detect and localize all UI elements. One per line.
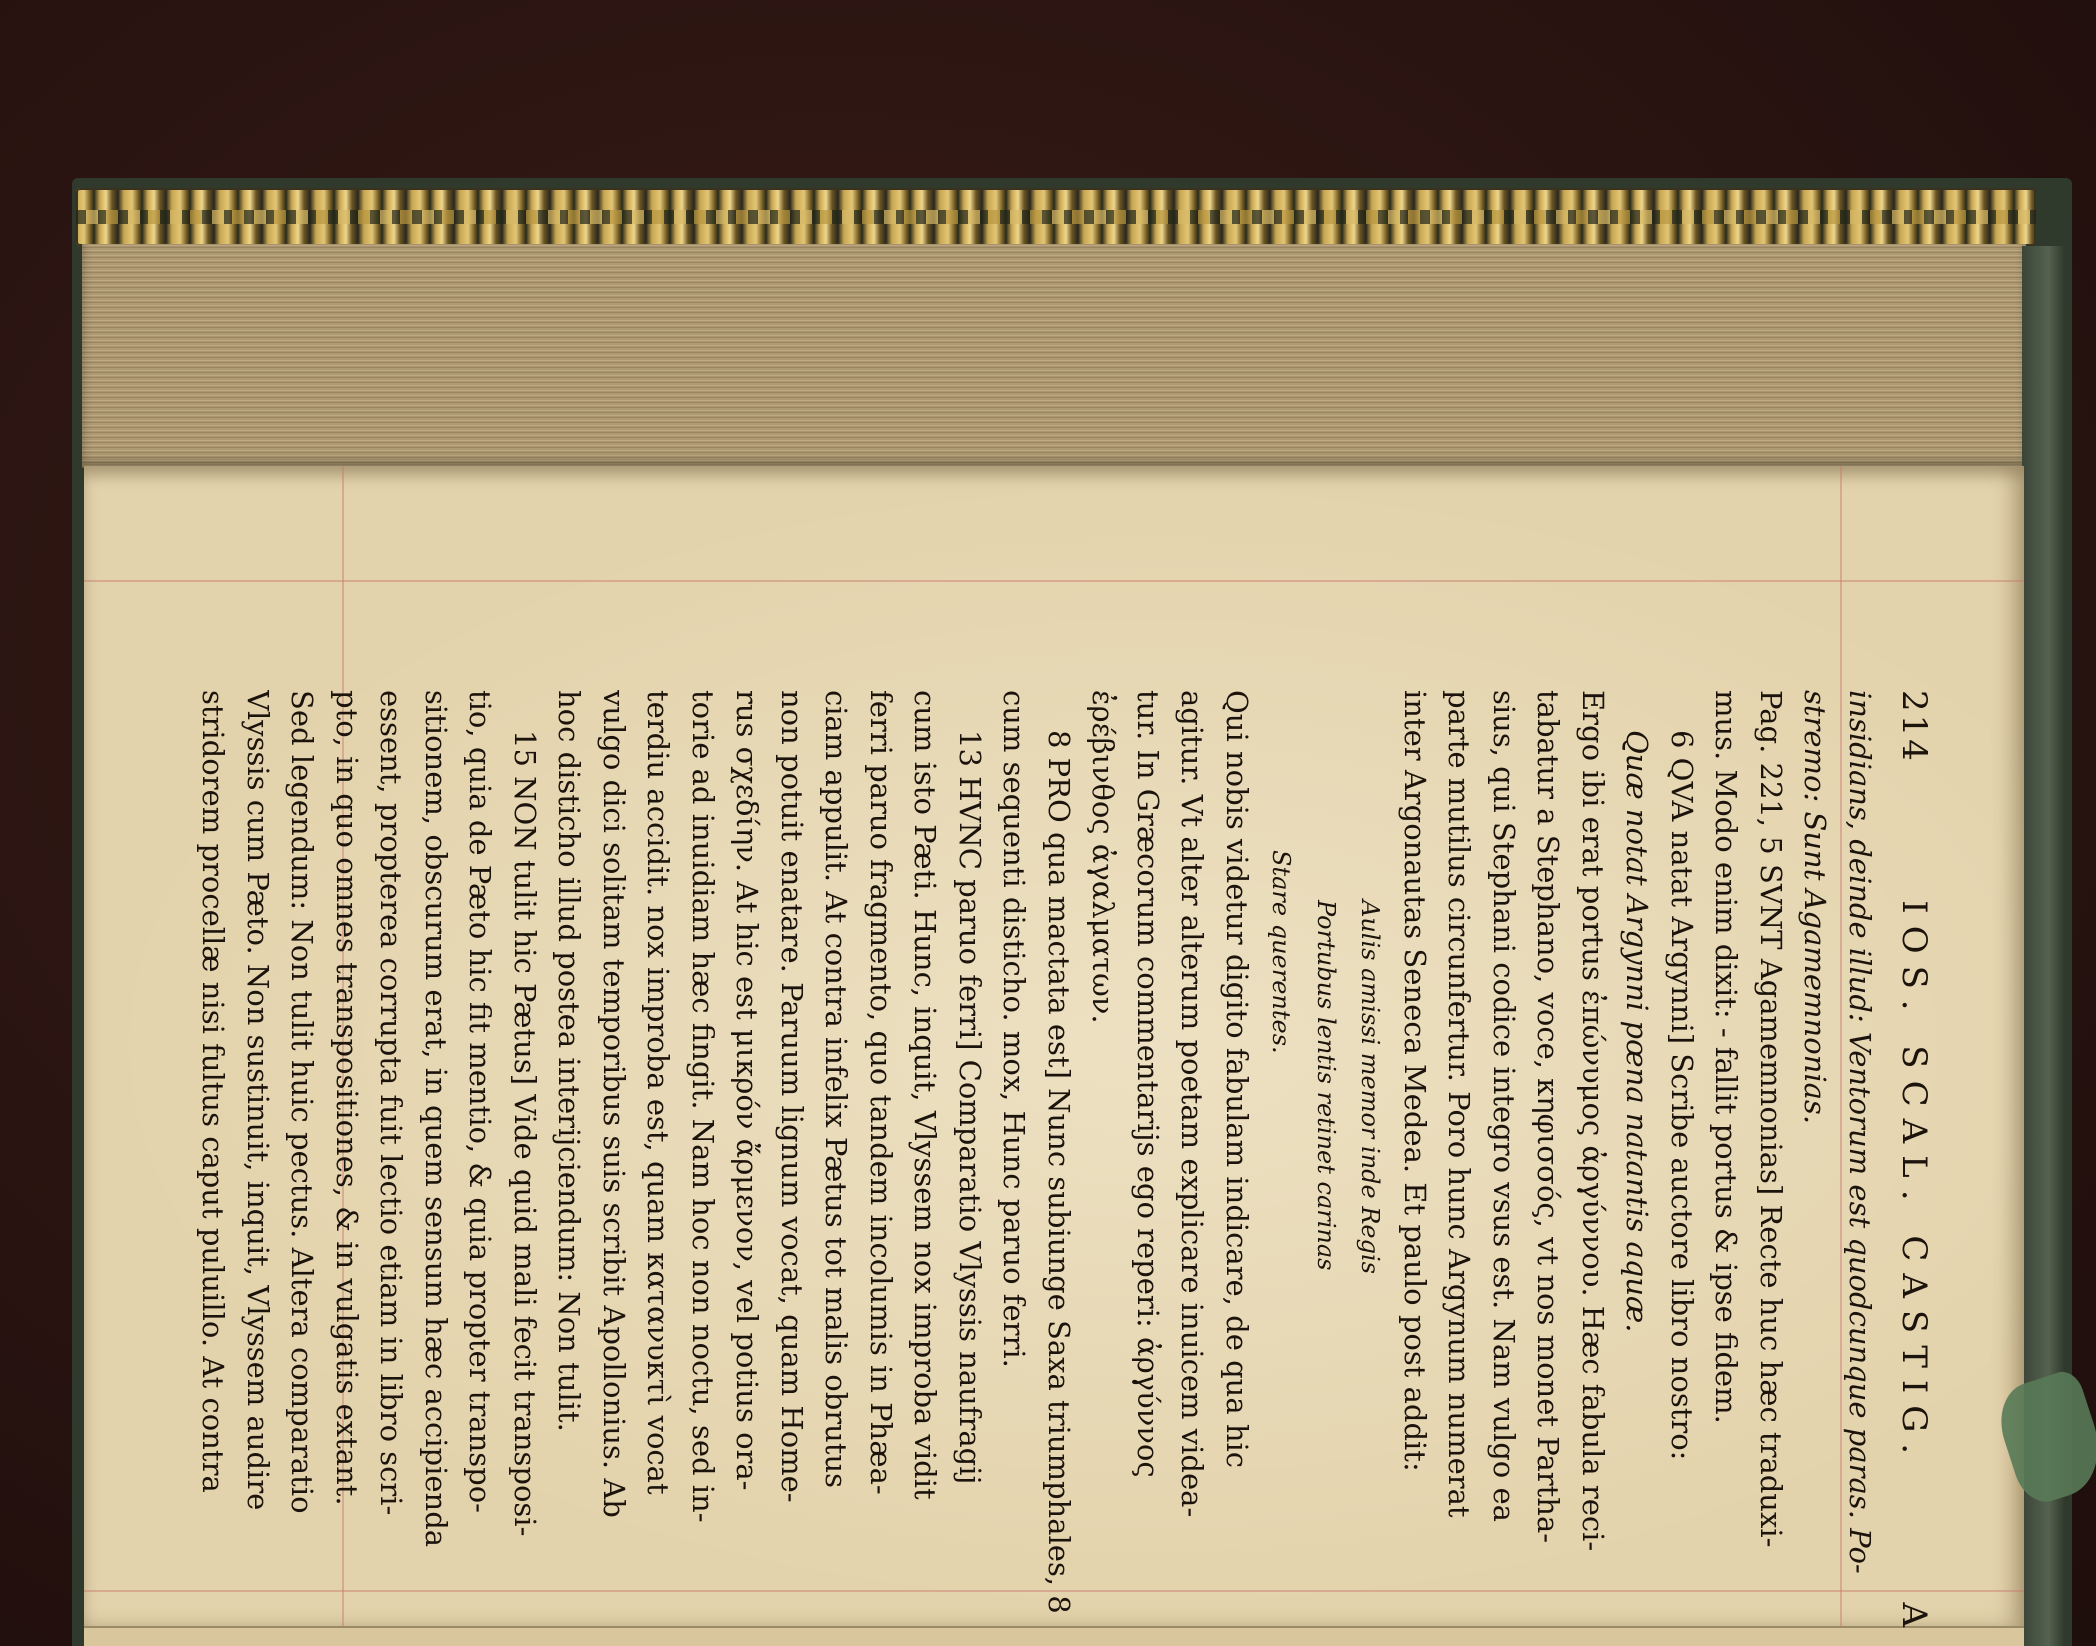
text-line: terdiu accidit. nox improba est, quam κατανυκτὶ vocat bbox=[641, 690, 676, 1495]
page-number: 214 bbox=[1894, 690, 1934, 764]
text-line: insidians, deinde illud: Ventorum est quodcunque paras. Po- bbox=[1843, 690, 1877, 1574]
text-line: agitur. Vt alter alterum poetam explicare inuicem videa- bbox=[1175, 690, 1210, 1518]
margin-rule-top bbox=[84, 580, 2024, 582]
signature-mark: A bbox=[1894, 1602, 1934, 1630]
text-line: tur. In Græcorum commentarijs ego reperi: ἀργύννος bbox=[1131, 690, 1165, 1478]
text-line: stremo: Sunt Agamemnonias. bbox=[1798, 690, 1833, 1125]
text-line: Vlyssis cum Pæto. Non sustinuit, inquit, Vlyssem audire bbox=[241, 690, 275, 1511]
text-line: sitionem, obscurum erat, in quem sensum hæc accipienda bbox=[419, 690, 453, 1548]
text-line: ferri paruo fragmento, quo tandem incolumis in Phæa- bbox=[864, 690, 898, 1495]
text-line: sius, qui Stephani codice integro vsus est. Nam vulgo ea bbox=[1487, 690, 1521, 1522]
text-line: 8 PRO qua mactata est] Nunc subiunge Saxa triumphales, 8 bbox=[1042, 730, 1076, 1614]
text-line: ciam appulit. At contra infelix Pætus tot malis obrutus bbox=[819, 690, 854, 1489]
text-line: hoc disticho illud postea interijciendum: Non tulit. bbox=[552, 690, 587, 1432]
text-line: Quæ notat Argynni pœna natantis aquæ. bbox=[1620, 730, 1655, 1333]
text-line: 15 NON tulit hic Pætus] Vide quid mali fecit transposi- bbox=[508, 730, 542, 1537]
text-line: Stare querentes. bbox=[1267, 850, 1296, 1054]
text-line: Qui nobis videtur digito fabulam indicare, de qua hic bbox=[1220, 690, 1254, 1469]
page-edges bbox=[82, 244, 2026, 468]
text-line: tio, quia de Pæto hic fit mentio, & quia propter transpo- bbox=[463, 690, 498, 1513]
text-line: vulgo dici solitam temporibus suis scribit Apollonius. Ab bbox=[597, 690, 631, 1518]
text-line: non potuit enatare. Paruum lignum vocat, quam Home- bbox=[775, 690, 809, 1503]
text-line: essent, propterea corrupta fuit lectio etiam in libro scri- bbox=[374, 690, 409, 1516]
text-line: cum isto Pæti. Hunc, inquit, Vlyssem nox improba vidit bbox=[908, 690, 943, 1500]
text-line: 6 QVA natat Argynni] Scribe auctore libro nostro: bbox=[1665, 730, 1699, 1461]
text-line: torie ad inuidiam hæc fingit. Nam hoc non noctu, sed in- bbox=[686, 690, 720, 1523]
text-line: pto, in quo omnes transpositiones, & in vulgatis extant. bbox=[330, 690, 364, 1506]
text-line: Portubus lentis retinet carinas bbox=[1312, 900, 1340, 1271]
running-header bbox=[1894, 690, 1934, 1630]
text-line: Pag. 221, 5 SVNT Agamemnonias] Recte huc hæc traduxi- bbox=[1754, 690, 1788, 1548]
text-line: 13 HVNC paruo ferri] Comparatio Vlyssis naufragij bbox=[953, 730, 987, 1485]
text-line: Aulis amissi memor inde Regis bbox=[1356, 900, 1385, 1274]
text-line: ἐρέβινθος ἀγαλματων. bbox=[1086, 690, 1121, 1024]
gilt-ornament-edge bbox=[76, 188, 2036, 246]
text-line: stridorem procellæ nisi fultus caput puluillo. At contra bbox=[196, 690, 231, 1493]
text-line: cum sequenti disticho. mox, Hunc paruo ferri. bbox=[997, 690, 1032, 1368]
text-line: inter Argonautas Seneca Medea. Et paulo post addit: bbox=[1398, 690, 1432, 1472]
text-line: Ergo ibi erat portus ἐπώνυμος ἀργύννου. Hæc fabula reci- bbox=[1576, 690, 1610, 1552]
text-line: parte mutilus circunfertur. Poro hunc Argynum numerat bbox=[1442, 690, 1477, 1518]
text-line: mus. Modo enim dixit: - fallit portus & ipse fidem. bbox=[1709, 690, 1744, 1424]
running-title: IOS. SCAL. CASTIG. bbox=[1894, 900, 1934, 1467]
text-line: rus σχεδίην. At hic est μικρόν ἄρμενον, vel potius ora- bbox=[730, 690, 765, 1491]
text-line: Sed legendum: Non tulit huic pectus. Altera comparatio bbox=[285, 690, 320, 1514]
page-text-block bbox=[196, 690, 1934, 1630]
text-line: tabatur a Stephano, voce, κηφισσός, vt nos monet Partha- bbox=[1531, 690, 1566, 1544]
